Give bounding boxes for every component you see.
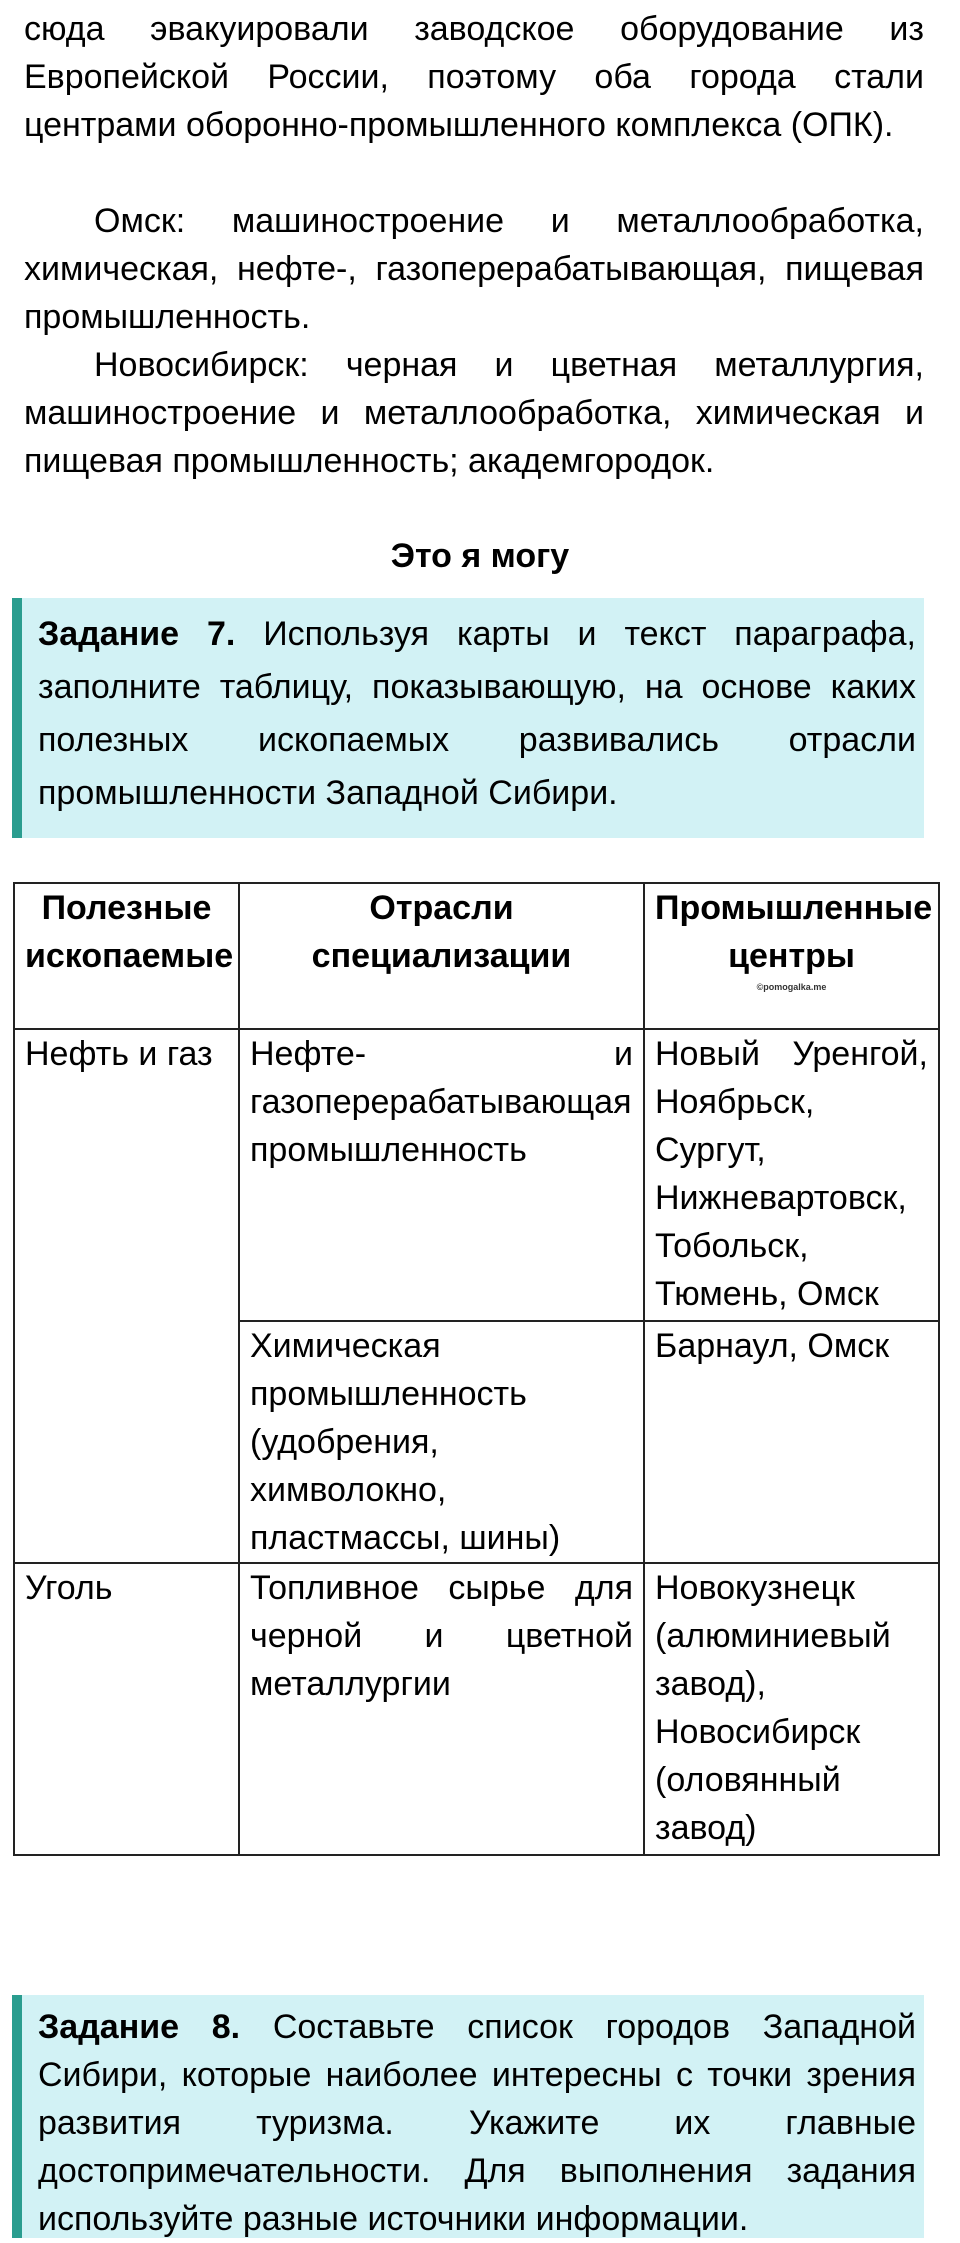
cell-branch: Нефте- и газоперерабатывающая промышленность	[239, 1029, 644, 1321]
cell-centers: Новый Уренгой, Ноябрьск, Сургут, Нижневартовск, Тобольск, Тюмень, Омск	[644, 1029, 939, 1321]
table-row	[14, 1029, 939, 1321]
paragraph-opk: сюда эвакуировали заводское оборудование из Европейской России, поэтому оба города стали центрами оборонно-промышленного комплекса (ОПК).	[24, 10, 924, 144]
header-branches: Отрасли специализации	[239, 883, 644, 1029]
cell-centers: Новокузнецк (алюминиевый завод), Новосибирск (оловянный завод)	[644, 1563, 939, 1855]
cell-branch: Топливное сырье для черной и цветной металлургии	[239, 1563, 644, 1855]
table-header-row	[14, 883, 939, 1029]
task-8-text: Составьте список городов Западной Сибири, которые наиболее интересны с точки зрения развития туризма. Укажите их главные достопримечательности. Для выполнения задания используйте разные источники информации.	[38, 2008, 916, 2238]
section-heading: Это я могу	[390, 537, 570, 575]
header-minerals: Полезные ископаемые	[14, 883, 239, 1029]
cell-mineral-oil-gas: Нефть и газ	[14, 1029, 239, 1563]
paragraph-omsk: Омск: машиностроение и металлообработка, химическая, нефте-, газоперерабатывающая, пищевая промышленность.	[24, 202, 924, 336]
header-centers	[644, 883, 939, 1029]
task-7-text: Используя карты и текст параграфа, заполните таблицу, показывающую, на основе каких полезных ископаемых развивались отрасли промышленности Западной Сибири.	[38, 615, 916, 812]
watermark: ©pomogalka.me	[756, 982, 827, 992]
task-7-box	[12, 598, 924, 838]
table-row	[14, 1563, 939, 1855]
cell-branch: Химическая промышленность (удобрения, химволокно, пластмассы, шины)	[239, 1321, 644, 1563]
paragraph-novosibirsk: Новосибирск: черная и цветная металлургия, машиностроение и металлообработка, химическая и пищевая промышленность; академгородок.	[24, 346, 924, 480]
cell-mineral-coal: Уголь	[14, 1563, 239, 1855]
header-centers-label: Промышленные центры	[655, 889, 933, 975]
task-8-label: Задание 8.	[38, 2008, 241, 2046]
minerals-table	[13, 882, 940, 1856]
task-8-box	[12, 1995, 924, 2238]
cell-centers: Барнаул, Омск	[644, 1321, 939, 1563]
task-7-label: Задание 7.	[38, 615, 236, 653]
